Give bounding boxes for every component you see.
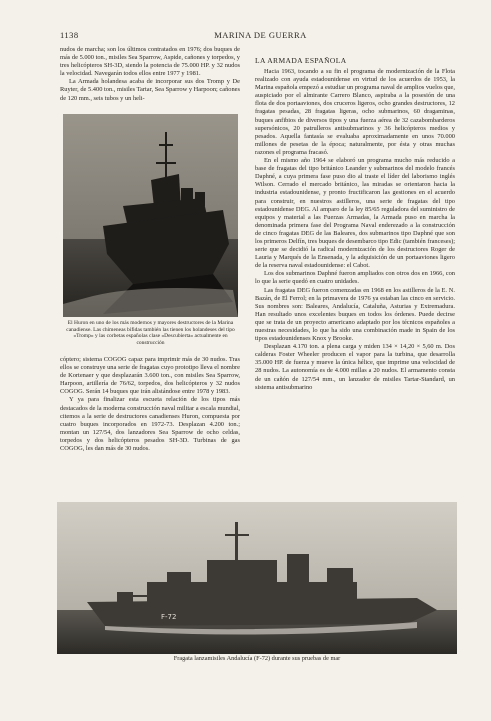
paragraph: Hacia 1963, tocando a su fin el programa de modernización de la Flota realizado con ayuda estadounidense en virtud de los acuerdos de 1953, la Marina española empezó a estudiar un programa naval de amplios vuelos que, auspiciado por el almirante Carrero Blanco, aspiraba a la posesión de una flota de dos portaaviones, dos cruceros ligeros, ocho grandes destructores, 12 fragatas pesadas, 28 fragatas ligeras, ocho submarinos, 60 dragaminas, buques anfibios de diversos tipos y una fuerza aérea de 32 cazabombarderos supersónicos, 20 patrulleros antisubmarinos y 36 helicópteros medios y pesados. Aquella fantasía se evaluaba aproximadamente en unos 70.000 millones de pesetas de la época; naturalmente, por ésta y otras muchas razones el programa fracasó. bbox=[255, 68, 455, 156]
running-header bbox=[60, 30, 461, 42]
page-number: 1138 bbox=[60, 30, 79, 40]
photo-huron-destroyer bbox=[63, 114, 238, 317]
paragraph: nudos de marcha; son los últimos contratados en 1976; dos buques de más de 5.000 ton., misiles Sea Sparrow, Aspide, cañones y torpedos, y tres helicópteros SH-3D, siendo la potencia de 75.000 HP. y 32 nudos la velocidad. Navegarán todos ellos entre 1977 y 1981. bbox=[60, 46, 240, 78]
photo-caption: Fragata lanzamisiles Andalucía (F-72) durante sus pruebas de mar bbox=[173, 655, 341, 662]
section-heading: LA ARMADA ESPAÑOLA bbox=[255, 56, 347, 65]
right-column bbox=[255, 68, 455, 392]
paragraph: Y ya para finalizar esta escueta relación de los tipos más destacados de la moderna construcción naval militar a escala mundial, citemos a la serie de destructores canadienses Huron, compuesta por cuatro buques incorporados en 1972-73. Desplazan 4.200 ton.; montan un 127/54, dos lanzadores Sea Sparrow de ocho celdas, torpedos y dos helicópteros pesados SH-3D. Turbinas de gas COGOG, les dan más de 30 nudos. bbox=[60, 396, 240, 453]
left-column-bottom bbox=[60, 356, 240, 453]
paragraph: La Armada holandesa acaba de incorporar sus dos Tromp y De Ruyter, de 5.400 ton., misiles Tartar, Sea Sparrow y Harpoon; cañones de 120 mm., seis tubos y un heli- bbox=[60, 78, 240, 102]
paragraph: En el mismo año 1964 se elaboró un programa mucho más reducido a base de fragatas del tipo británico Leander y submarinos del modelo francés Daphné, a cuya primera fase puso dio al traste el líder del laborismo inglés Wilson. Cerrado el mercado británico, las miradas se orientaron hacia la industria estadounidense, y pronto fructificaron las gestiones en el acuerdo para construir, en nuestros astilleros, una serie de fragatas del tipo estadounidense DEG. Al amparo de la ley 85/65 reguladora del suministro de equipos y material a las Fuerzas Armadas, la Armada puso en marcha la denominada primera fase del Programa Naval enderezado a la construcción de cinco fragatas DEG de las Baleares, dos submarinos tipo Daphné que son los primeros Delfín, tres buques de desembarco tipo Edic (también franceses); serie que se decidió la radical modernización de los destructores Roger de Lauria y Marqués de la Ensenada, y la adquisición de un portaaviones ligero de la reserva naval estadounidense: el Cabot. bbox=[255, 157, 455, 270]
left-column-top bbox=[60, 46, 240, 103]
paragraph: Los dos submarinos Daphné fueron ampliados con otros dos en 1966, con lo que la serie quedó en cuatro unidades. bbox=[255, 270, 455, 286]
paragraph: Desplazan 4.170 ton. a plena carga y miden 134 × 14,20 × 5,60 m. Dos calderas Foster Wheeler producen el vapor para la turbina, que desarrolla 35.000 HP. de fuerza y mueve la única hélice, que imprime una velocidad de 28 nudos. La autonomía es de 4.000 millas a 20 nudos. El armamento consta de un cañón de 127/54 mm., un lanzador de misiles Tartar-Standard, un sistema antisubmarino bbox=[255, 343, 455, 391]
running-title: MARINA DE GUERRA bbox=[214, 30, 307, 40]
hull-number: F-72 bbox=[161, 613, 177, 621]
photo-frigate-andalucia bbox=[57, 502, 457, 654]
photo-caption: El Huron en uno de los más modernos y mayores destructores de la Marina canadiense. Las chimeneas bífidas también las tienen los holandeses del tipo «Tromp» y las corbetas españolas clase «Descubierta» actualmente en construcción bbox=[66, 320, 235, 347]
paragraph: cóptero; sistema COGOG capaz para imprimir más de 30 nudos. Tras ellos se construye una serie de fragatas cuyo prototipo lleva el nombre de Kortenaer y que desplazarán 3.600 ton., con misiles Sea Sparrow, Harpoon, artillería de 76/62, torpedos, dos helicópteros y 32 nudos COGOG. Serán 14 buques que irán alistándose entre 1978 y 1983. bbox=[60, 356, 240, 396]
paragraph: Las fragatas DEG fueron comenzadas en 1968 en los astilleros de la E. N. Bazán, de El Ferrol; en la primavera de 1976 ya estaban las cinco en servicio. Sus nombres son: Baleares, Andalucía, Cataluña, Asturias y Extremadura. Han resultado unos excelentes buques en todos los órdenes. Puede decirse que se trata de un proyecto americano adaptado por los técnicos españoles a nuestras necesidades, lo que ha sido una combinación made in Spain de los tipos estadounidenses Knox y Brooke. bbox=[255, 286, 455, 343]
